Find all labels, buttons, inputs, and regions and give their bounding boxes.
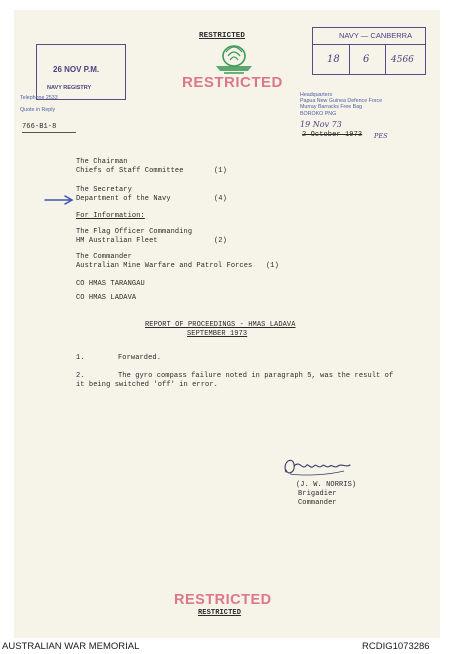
footer-source: AUSTRALIAN WAR MEMORIAL	[2, 641, 140, 652]
received-stamp	[36, 44, 126, 100]
arrow-icon	[44, 195, 74, 205]
restricted-bottom-label: RESTRICTED	[198, 609, 242, 617]
addressee-1	[76, 158, 184, 175]
addressee-2	[76, 186, 171, 203]
addressee-2-count: (4)	[214, 195, 227, 203]
hq-line: BOROKO PNG	[300, 110, 337, 117]
hq-line: Headquarters	[300, 92, 333, 98]
telephone-label: Telephone 2533	[20, 95, 58, 101]
info-addressee-2-count: (1)	[266, 262, 279, 270]
restricted-top-label: RESTRICTED	[199, 32, 246, 40]
signatory-rank: Brigadier	[298, 490, 337, 498]
navy-canberra-title: NAVY — CANBERRA	[339, 31, 413, 40]
subject-line-2: SEPTEMBER 1973	[187, 330, 248, 338]
addressee-line: The Secretary	[76, 186, 132, 194]
addressee-line: HM Australian Fleet	[76, 236, 158, 245]
addressee-line: Australian Mine Warfare and Patrol Forces	[76, 261, 253, 270]
reference-underline	[22, 132, 76, 133]
stamp-divider	[349, 44, 350, 74]
date-initials: PES	[374, 132, 388, 140]
file-reference: 766-B1-8	[22, 123, 57, 131]
stamp-divider	[385, 44, 386, 74]
addressee-1-count: (1)	[214, 167, 227, 175]
paragraph-1-number: 1.	[76, 354, 85, 362]
paragraph-1-text: Forwarded.	[118, 354, 162, 362]
info-addressee-1	[76, 228, 192, 245]
stamp-divider	[313, 44, 425, 45]
signatory-role: Commander	[298, 499, 337, 507]
info-addressee-1-count: (2)	[214, 237, 227, 245]
addressee-line: Department of the Navy	[76, 194, 171, 203]
paragraph-2-text: The gyro compass failure noted in paragraph 5, was the result of	[118, 372, 394, 380]
navy-file-number-2: 6	[363, 54, 370, 65]
addressee-line: Chiefs of Staff Committee	[76, 166, 184, 175]
info-heading: For Information:	[76, 212, 145, 220]
paragraph-2-continuation: it being switched 'off' in error.	[76, 381, 218, 389]
navy-file-number-1: 18	[327, 54, 340, 65]
restricted-stamp: RESTRICTED	[182, 74, 283, 91]
hq-line: Murray Barracks Free Bag	[300, 104, 363, 111]
co-line-1: CO HMAS TARANGAU	[76, 280, 145, 288]
received-office: NAVY REGISTRY	[47, 85, 92, 91]
document-page	[14, 10, 440, 638]
handwritten-date: 19 Nov 73	[300, 120, 342, 129]
footer-identifier: RCDIG1073286	[362, 641, 430, 652]
restricted-bottom-stamp: RESTRICTED	[174, 592, 272, 608]
co-line-2: CO HMAS LADAVA	[76, 294, 137, 302]
addressee-line: The Chairman	[76, 158, 128, 166]
navy-file-number-3: 4566	[391, 55, 414, 65]
quote-in-reply-label: Quote in Reply	[20, 107, 56, 113]
navy-canberra-stamp	[312, 27, 426, 75]
typed-date: 2 October 1973	[302, 131, 363, 139]
addressee-line: The Flag Officer Commanding	[76, 228, 193, 236]
signatory-name: (J. W. NORRIS)	[296, 481, 357, 489]
hq-line: Papua New Guinea Defence Force	[300, 98, 383, 105]
addressee-line: The Commander	[76, 253, 132, 261]
info-addressee-2	[76, 253, 252, 270]
hq-address	[300, 92, 382, 117]
received-date: 26 NOV P.M.	[53, 65, 100, 74]
paragraph-2-number: 2.	[76, 372, 85, 380]
handwritten-signature	[280, 454, 356, 480]
subject-line-1: REPORT OF PROCEEDINGS - HMAS LADAVA	[145, 321, 296, 329]
